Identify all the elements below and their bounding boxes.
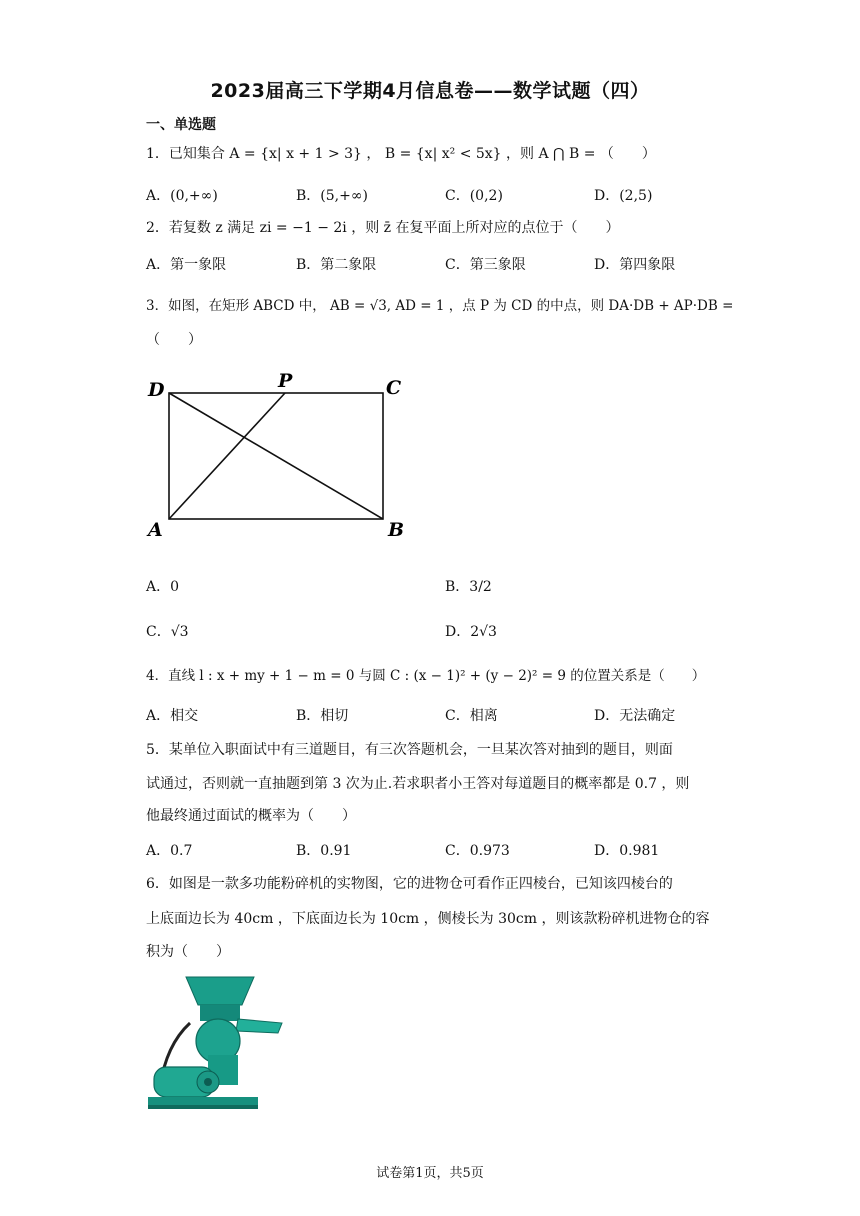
- q2-option-d: D．第四象限: [594, 257, 676, 273]
- question-6-line-3: 积为（ ）: [146, 944, 230, 960]
- q4-option-a: A．相交: [146, 708, 199, 724]
- question-5-line-2: 试通过，否则就一直抽题到第 3 次为止.若求职者小王答对每道题目的概率都是 0.7 ，则: [146, 776, 690, 792]
- segment-ap: [169, 393, 285, 519]
- question-3-text: 3．如图，在矩形 ABCD 中， AB = √3, AD = 1 ，点 P 为 CD 的中点，则 DA·DB + AP·DB =: [146, 298, 734, 314]
- label-b: B: [388, 519, 405, 541]
- rectangle-figure: [140, 366, 420, 546]
- q2-option-a: A．第一象限: [146, 257, 227, 273]
- q3-option-b: B．3/2: [445, 579, 492, 595]
- question-3-paren: （ ）: [146, 332, 202, 348]
- diagonal-db: [169, 393, 383, 519]
- question-5-line-3: 他最终通过面试的概率为（ ）: [146, 808, 356, 824]
- q5-option-a: A．0.7: [146, 843, 193, 859]
- q1-option-b: B．(5,+∞): [296, 188, 368, 204]
- q1-option-d: D．(2,5): [594, 188, 653, 204]
- question-5-line-1: 5．某单位入职面试中有三道题目，有三次答题机会，一旦某次答对抽到的题目，则面: [146, 742, 673, 758]
- q3-option-d: D．2√3: [445, 624, 497, 640]
- crusher-machine-image: [146, 975, 286, 1115]
- label-d: D: [148, 379, 165, 401]
- question-6-line-1: 6．如图是一款多功能粉碎机的实物图，它的进物仓可看作正四棱台，已知该四棱台的: [146, 876, 673, 892]
- q3-option-a: A．0: [146, 579, 180, 595]
- q2-option-b: B．第二象限: [296, 257, 377, 273]
- q5-option-c: C．0.973: [445, 843, 510, 859]
- label-a: A: [148, 519, 163, 541]
- q4-option-b: B．相切: [296, 708, 349, 724]
- q5-option-d: D．0.981: [594, 843, 660, 859]
- label-p: P: [278, 370, 293, 392]
- q1-option-a: A．(0,+∞): [146, 188, 218, 204]
- q1-option-c: C．(0,2): [445, 188, 503, 204]
- q3-option-c: C．√3: [146, 624, 189, 640]
- question-2-text: 2．若复数 z 满足 zi = −1 − 2i ，则 z̄ 在复平面上所对应的点位于（ ）: [146, 220, 620, 236]
- page-footer: 试卷第1页，共5页: [376, 1166, 484, 1181]
- section-heading: 一、单选题: [146, 117, 216, 133]
- question-6-line-2: 上底面边长为 40cm ，下底面边长为 10cm ，侧棱长为 30cm ，则该款粉碎机进物仓的容: [146, 911, 710, 927]
- label-c: C: [386, 377, 402, 399]
- question-4-text: 4．直线 l : x + my + 1 − m = 0 与圆 C : (x − 1)² + (y − 2)² = 9 的位置关系是（ ）: [146, 668, 706, 684]
- q2-option-c: C．第三象限: [445, 257, 526, 273]
- q4-option-c: C．相离: [445, 708, 498, 724]
- q5-option-b: B．0.91: [296, 843, 352, 859]
- question-1-text: 1．已知集合 A = {x| x + 1 > 3} ， B = {x| x² < 5x} ，则 A ⋂ B = （ ）: [146, 146, 656, 162]
- q4-option-d: D．无法确定: [594, 708, 676, 724]
- page-title: 2023届高三下学期4月信息卷——数学试题（四）: [210, 80, 650, 102]
